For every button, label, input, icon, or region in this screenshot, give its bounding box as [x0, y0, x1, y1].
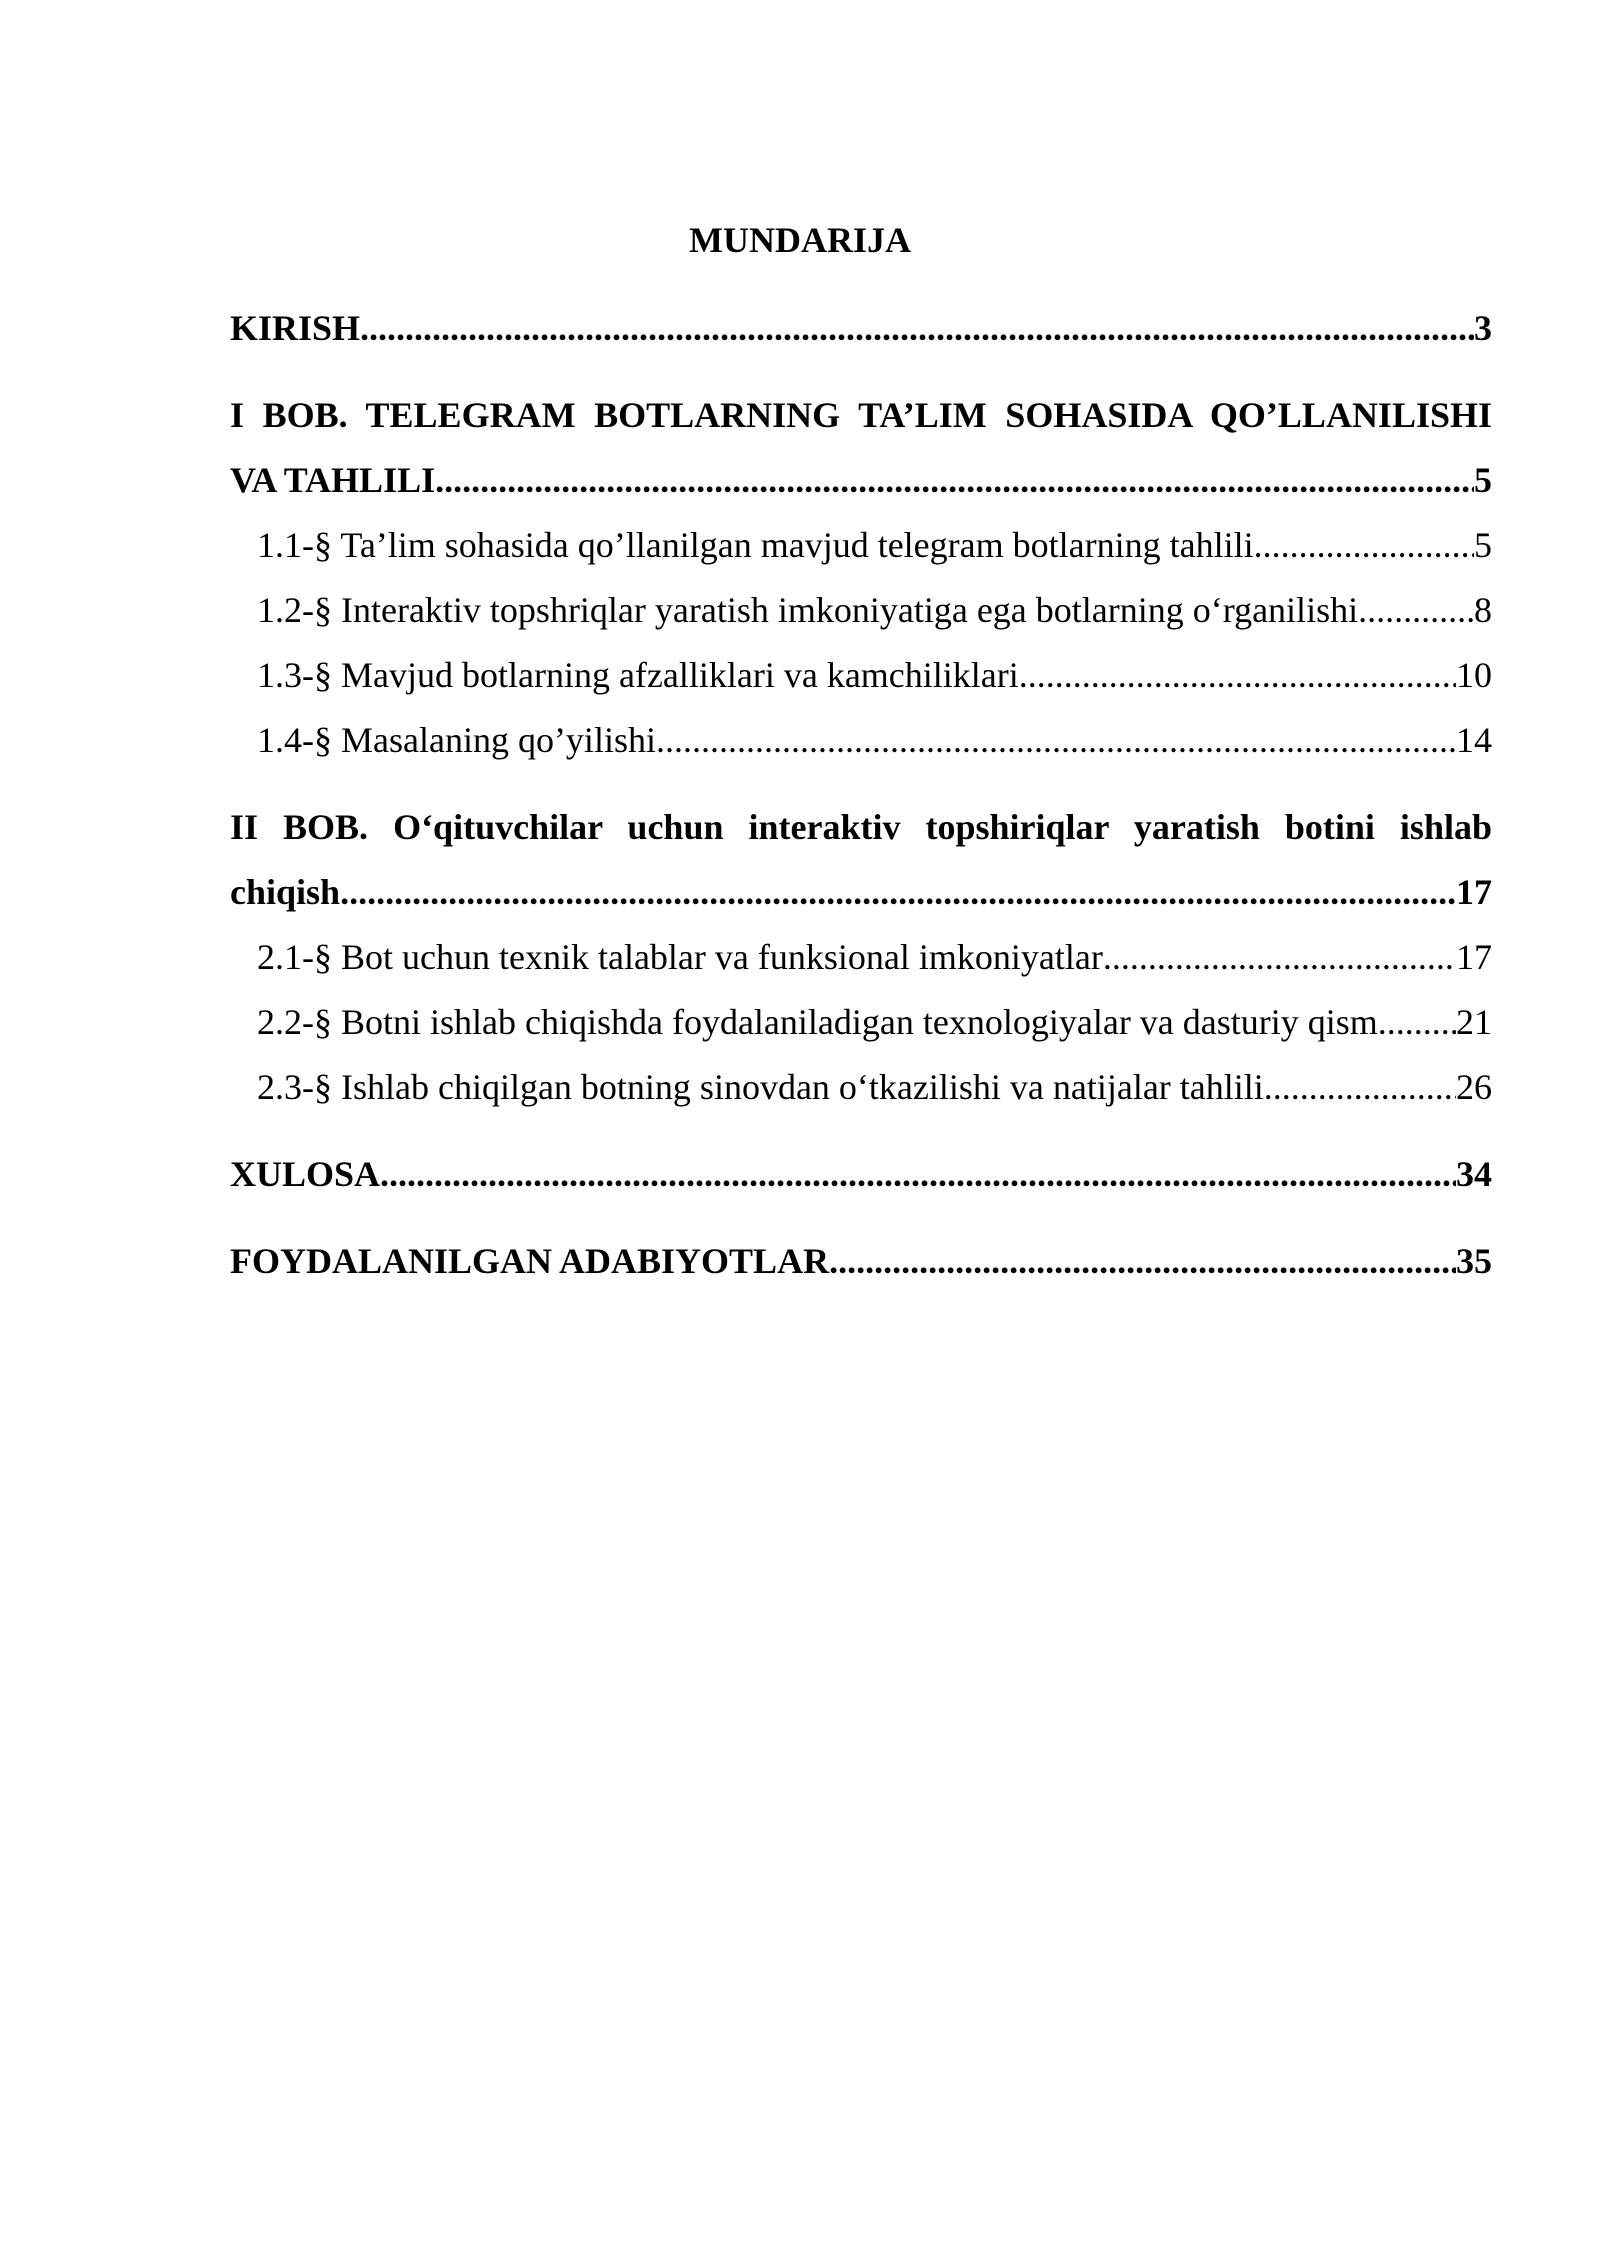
toc-entry-text: XULOSA: [230, 1154, 381, 1194]
toc-page-number: 8: [1474, 590, 1492, 630]
toc-entry-text: KIRISH: [230, 308, 361, 348]
toc-entry-text: 2.3-§ Ishlab chiqilgan botning sinovdan o‘tkazilishi va natijalar tahlili: [257, 1067, 1264, 1107]
toc-entry-2-1: [257, 935, 1492, 979]
toc-entry-text: 1.4-§ Masalaning qo’yilishi: [257, 720, 656, 760]
leader-dots: [1254, 523, 1474, 567]
leader-dots: [380, 1152, 1456, 1196]
toc-entry-text: 1.1-§ Ta’lim sohasida qo’llanilgan mavjud telegram botlarning tahlili: [257, 525, 1254, 565]
toc-page-number: 3: [1474, 308, 1492, 348]
toc-entry-text: 2.1-§ Bot uchun texnik talablar va funksional imkoniyatlar: [257, 937, 1103, 977]
toc-entry-text: FOYDALANILGAN ADABIYOTLAR: [230, 1241, 830, 1281]
leader-dots: [829, 1239, 1456, 1283]
toc-entry-text: 2.2-§ Botni ishlab chiqishda foydalaniladigan texnologiyalar va dasturiy qism: [257, 1002, 1378, 1042]
leader-dots: [340, 870, 1456, 914]
leader-dots: [360, 306, 1474, 350]
leader-dots: [656, 718, 1456, 762]
toc-page-number: 35: [1456, 1241, 1492, 1281]
toc-entry-kirish: [230, 306, 1492, 350]
toc-entry-adabiyotlar: [230, 1239, 1492, 1283]
leader-dots: [435, 458, 1474, 502]
toc-page-number: 34: [1456, 1154, 1492, 1194]
toc-entry-text: 1.2-§ Interaktiv topshriqlar yaratish imkoniyatiga ega botlarning o‘rganilishi: [257, 590, 1359, 630]
toc-entry-text: chiqish: [230, 872, 341, 912]
toc-page-number: 5: [1474, 460, 1492, 500]
page-title: MUNDARIJA: [689, 220, 911, 260]
toc-page-number: 14: [1456, 720, 1492, 760]
toc-entry-2-3: [257, 1065, 1492, 1109]
toc-entry-1-2: [257, 588, 1492, 632]
toc-page-number: 17: [1456, 937, 1492, 977]
leader-dots: [1019, 653, 1456, 697]
toc-entry-text: 1.3-§ Mavjud botlarning afzalliklari va kamchiliklari: [257, 655, 1019, 695]
toc-entry-chapter-2: [230, 805, 1492, 914]
toc-entry-1-1: [257, 523, 1492, 567]
toc-entry-heading-line: I BOB. TELEGRAM BOTLARNING TA’LIM SOHASIDA QO’LLANILISHI: [230, 395, 1492, 435]
toc-entry-xulosa: [230, 1152, 1492, 1196]
toc-page-number: 10: [1456, 655, 1492, 695]
toc-entry-1-3: [257, 653, 1492, 697]
leader-dots: [1358, 588, 1474, 632]
toc-page-number: 5: [1474, 525, 1492, 565]
leader-dots: [1103, 935, 1456, 979]
toc-entry-2-2: [257, 1000, 1492, 1044]
leader-dots: [1378, 1000, 1456, 1044]
toc-entry-1-4: [257, 718, 1492, 762]
toc-page-number: 21: [1456, 1002, 1492, 1042]
toc-entry-heading-line: II BOB. O‘qituvchilar uchun interaktiv topshiriqlar yaratish botini ishlab: [230, 807, 1492, 847]
toc-page-number: 17: [1456, 872, 1492, 912]
toc-entry-text: VA TAHLILI: [230, 460, 436, 500]
leader-dots: [1264, 1065, 1456, 1109]
toc-page-number: 26: [1456, 1067, 1492, 1107]
toc-entry-chapter-1: [230, 393, 1492, 502]
